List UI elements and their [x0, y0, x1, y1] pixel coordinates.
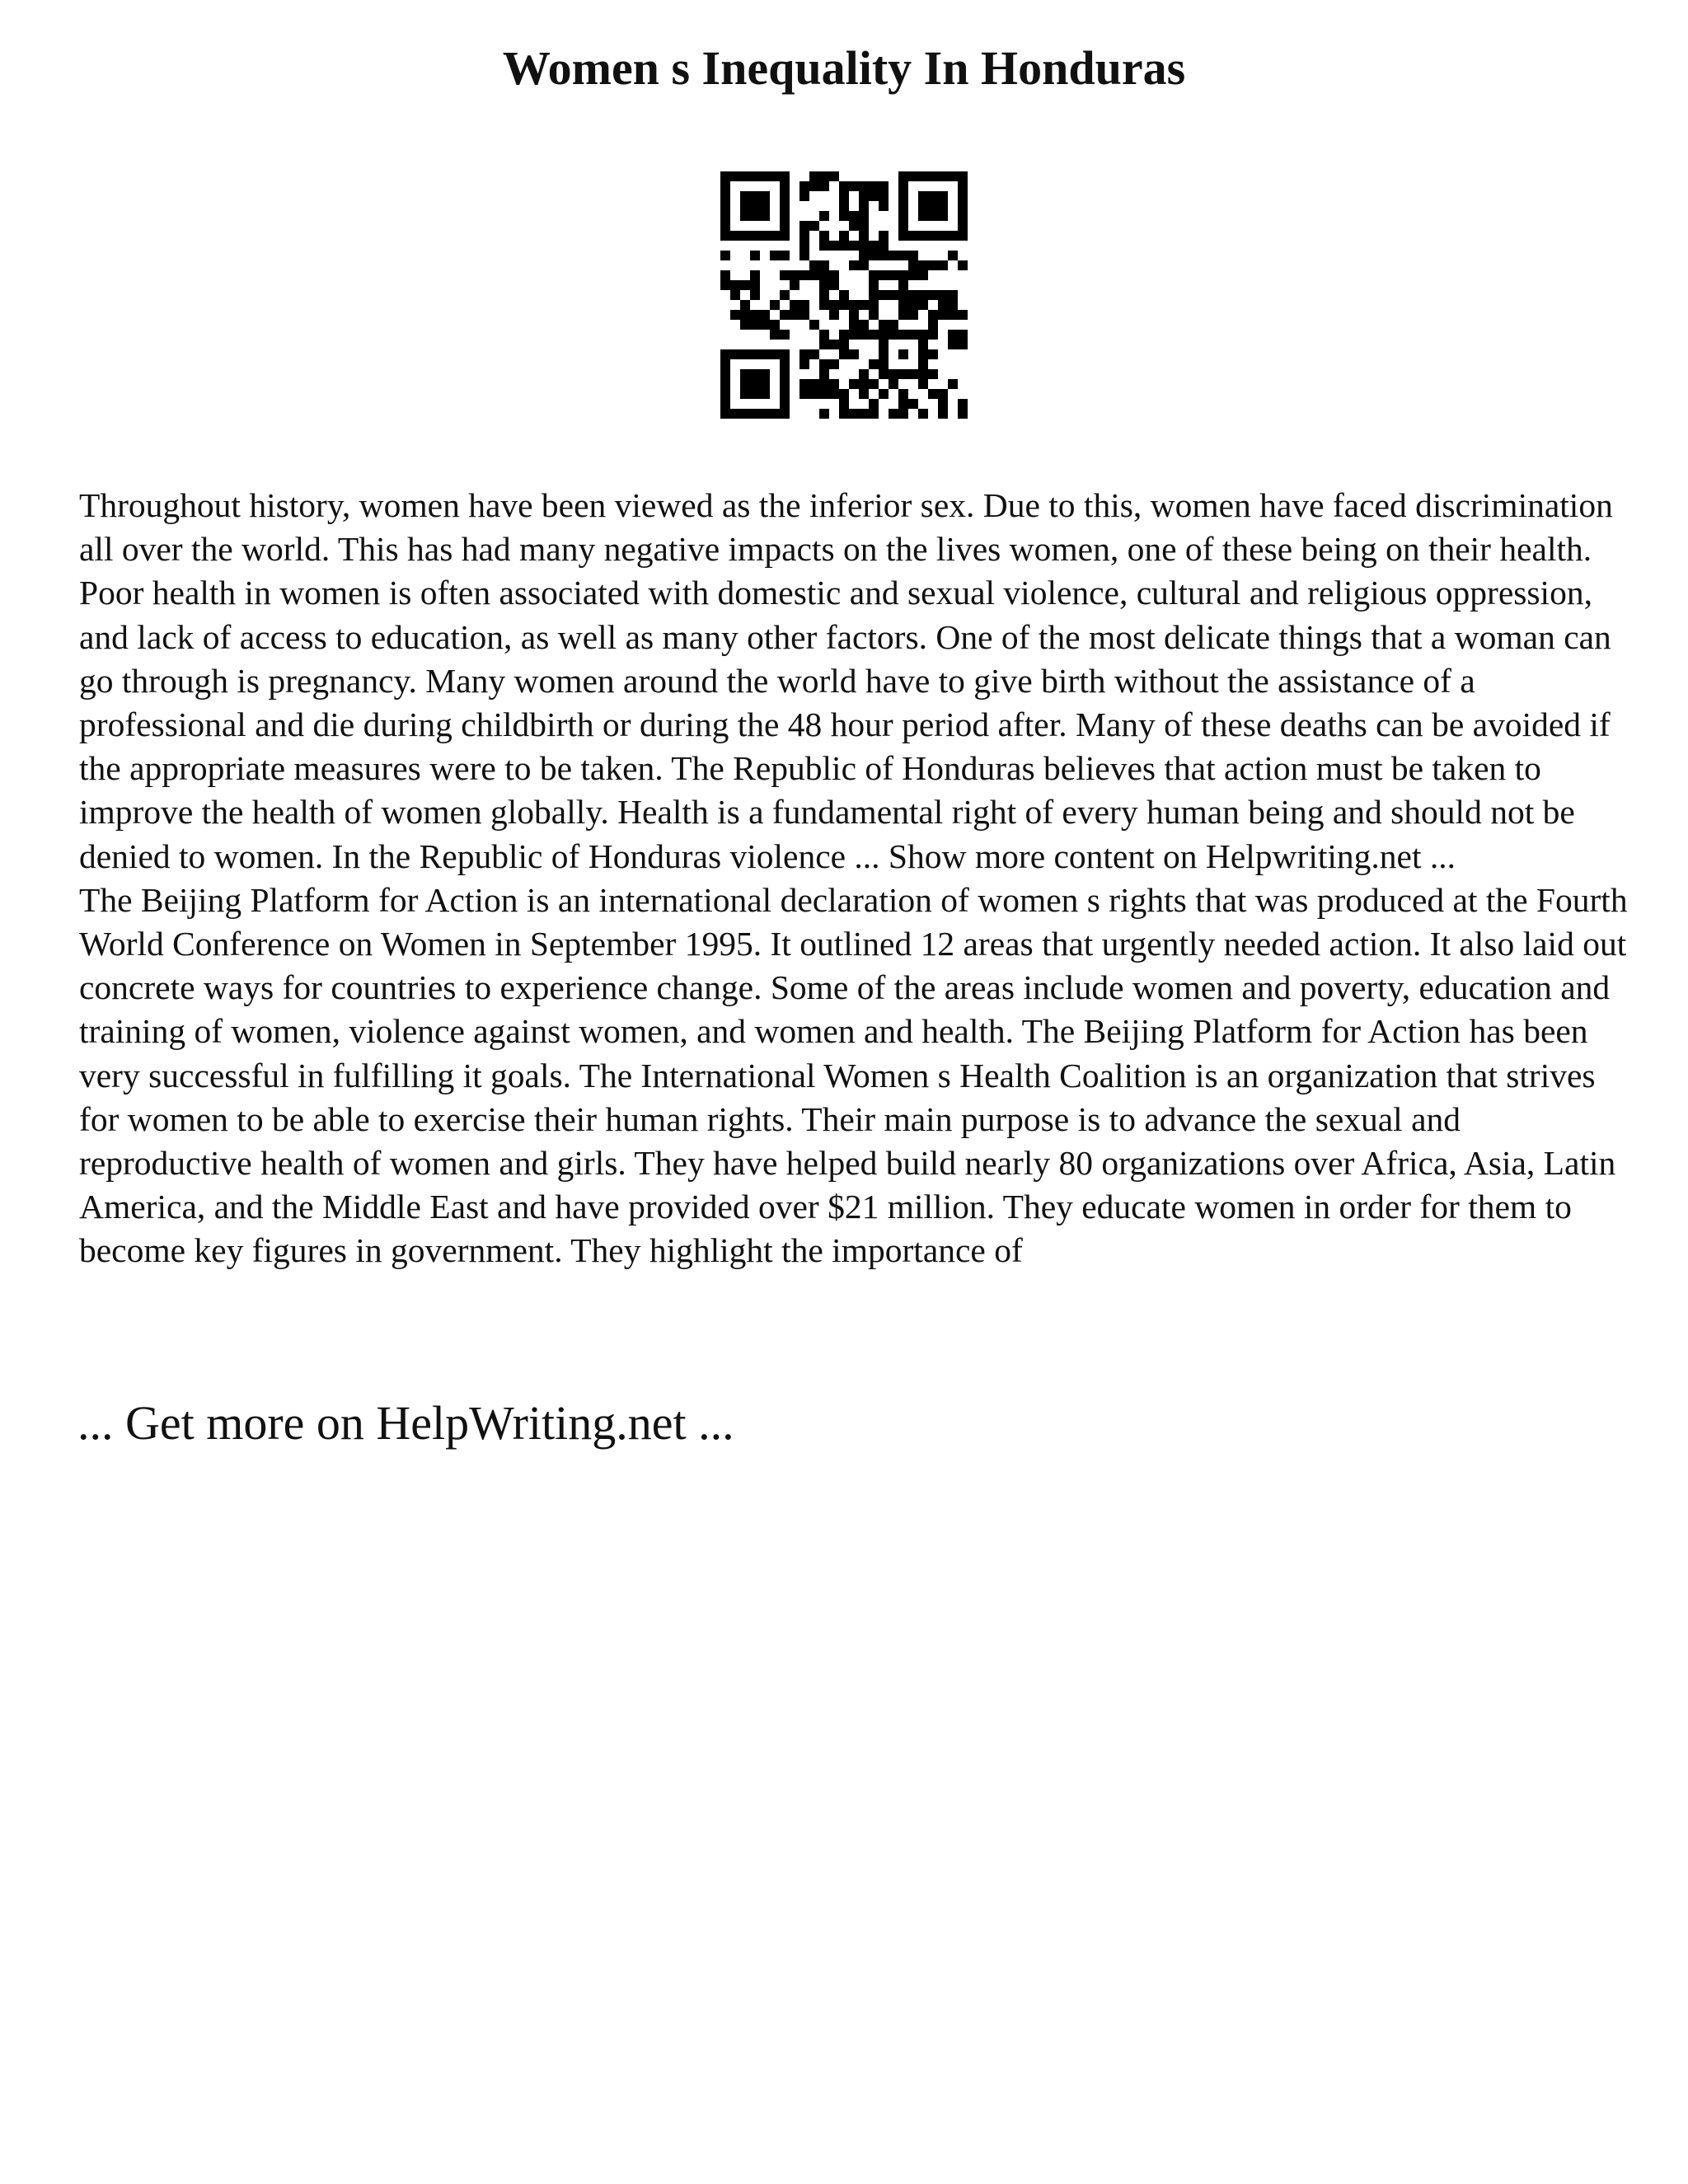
get-more-link[interactable]: ... Get more on HelpWriting.net ...	[77, 1396, 734, 1450]
body-paragraph-2: The Beijing Platform for Action is an international declaration of women s rights that was produced at the Fourth World Conference on Women in September 1995. It outlined 12 areas that urgently needed action. It also laid out concrete ways for countries to experience change. Some of the areas include women and poverty, education and training of women, violence against women, and women and health. The Beijing Platform for Action has been very successful in fulfilling it goals. The International Women s Health Coalition is an organization that strives for women to be able to exercise their human rights. Their main purpose is to advance the sexual and reproductive health of women and girls. They have helped build nearly 80 organizations over Africa, Asia, Latin America, and the Middle East and have provided over $21 million. They educate women in order for them to become key figures in government. They highlight the importance of	[79, 880, 1628, 1270]
document-body	[79, 484, 1629, 1273]
qr-code-icon	[720, 171, 968, 419]
body-paragraph-1: Throughout history, women have been viewed as the inferior sex. Due to this, women have faced discrimination all over the world. This has had many negative impacts on the lives women, one of these being on their health. Poor health in women is often associated with domestic and sexual violence, cultural and religious oppression, and lack of access to education, as well as many other factors. One of the most delicate things that a woman can go through is pregnancy. Many women around the world have to give birth without the assistance of a professional and die during childbirth or during the 48 hour period after. Many of these deaths can be avoided if the appropriate measures were to be taken. The Republic of Honduras believes that action must be taken to improve the health of women globally. Health is a fundamental right of every human being and should not be denied to women. In the Republic of Honduras violence ... Show more content on Helpwriting.net ...	[79, 486, 1613, 875]
document-title: Women s Inequality In Honduras	[502, 41, 1186, 95]
